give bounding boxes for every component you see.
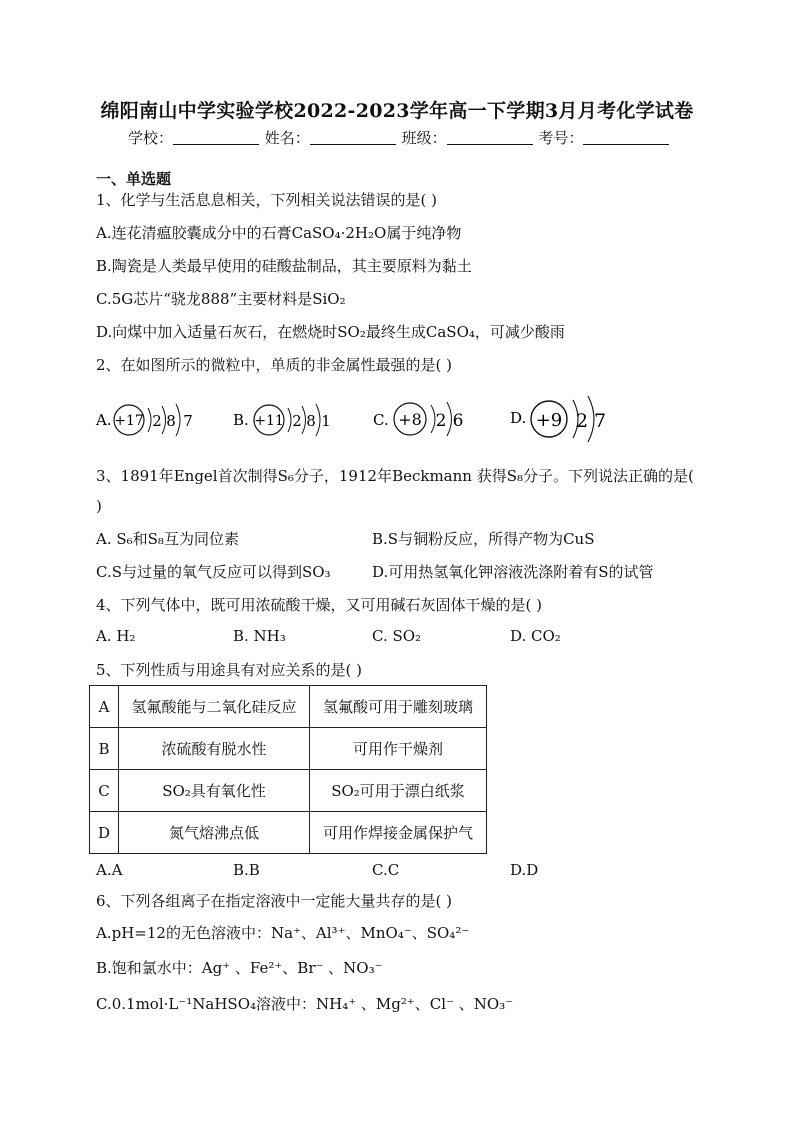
shell-arc: [148, 408, 151, 432]
shell-arc: [162, 406, 166, 434]
q2-d-nucleus: +9: [535, 410, 563, 431]
q4-option-c: C. SO₂: [372, 627, 422, 645]
atom-diagram-c: [373, 392, 473, 448]
q2-c-nucleus: +8: [398, 410, 422, 429]
page-title: 绵阳南山中学实验学校2022-2023学年高一下学期3月月考化学试卷: [100, 100, 694, 122]
q2-b-nucleus: +11: [254, 413, 284, 429]
q2-b-label: B.: [233, 411, 249, 429]
name-label: 姓名：: [264, 129, 310, 147]
q5-option-d: D.D: [510, 861, 539, 879]
q1-option-d: [96, 321, 565, 342]
q1-option-a: [96, 222, 461, 243]
table-property: 氮气熔沸点低: [119, 812, 310, 854]
q2-a-shell-1: 2: [152, 412, 162, 430]
q2-d-label: D.: [510, 409, 527, 427]
name-blank[interactable]: [310, 130, 396, 145]
q1-c-formula: SiO₂: [312, 290, 346, 308]
table-key: C: [90, 770, 119, 812]
section-title: 一、单选题: [96, 170, 172, 188]
table-row: [90, 686, 487, 728]
shell-arc: [302, 406, 306, 434]
class-label: 班级：: [401, 129, 447, 147]
q2-option-b: [233, 392, 343, 448]
q6-option-c: C.0.1mol·L⁻¹NaHSO₄溶液中：NH₄⁺ 、Mg²⁺、Cl⁻ 、NO₃⁻: [96, 995, 514, 1013]
atom-diagram-b: [233, 392, 343, 448]
q5-option-b: B.B: [233, 861, 260, 879]
q1-d-f1: SO₂: [337, 323, 366, 341]
shell-arc: [447, 402, 452, 436]
q2-b-shell-1: 2: [292, 412, 302, 430]
q1-d-post: ，可减少酸雨: [474, 323, 565, 341]
q1-stem: 1、化学与生活息息相关，下列相关说法错误的是( ): [96, 191, 438, 209]
q2-a-nucleus: +17: [114, 413, 144, 429]
q5-table: [89, 685, 487, 854]
school-blank[interactable]: [173, 130, 259, 145]
q3-option-b: B.S与铜粉反应，所得产物为CuS: [372, 530, 595, 548]
q1-a-post: 属于纯净物: [386, 224, 462, 242]
q1-option-c: [96, 288, 346, 309]
q1-d-f2: CaSO₄: [425, 323, 475, 341]
q1-d-pre: D.向煤中加入适量石灰石，在燃烧时: [96, 323, 338, 341]
q1-a-pre: A.连花清瘟胶囊成分中的石膏: [96, 224, 292, 242]
q3-stem-line1: 3、1891年Engel首次制得S₆分子，1912年Beckmann 获得S₈分子。下列说法正确的是(: [96, 467, 694, 485]
table-key: D: [90, 812, 119, 854]
q1-a-formula: CaSO₄·2H₂O: [291, 224, 387, 242]
table-key: B: [90, 728, 119, 770]
exam-no-label: 考号：: [538, 129, 584, 147]
table-key: A: [90, 686, 119, 728]
q5-stem: 5、下列性质与用途具有对应关系的是( ): [96, 661, 363, 679]
q3-stem-line2: ): [96, 497, 102, 515]
shell-arc: [288, 408, 291, 432]
q5-option-c: C.C: [372, 861, 400, 879]
q2-a-shell-2: 8: [166, 412, 176, 430]
q2-d-shell-1: 2: [575, 410, 589, 432]
q3-option-d: D.可用热氢氧化钾溶液洗涤附着有S的试管: [372, 563, 654, 581]
q1-option-b: B.陶瓷是人类最早使用的硅酸盐制品，其主要原料为黏土: [96, 257, 472, 275]
q6-option-b: B.饱和氯水中：Ag⁺ 、Fe²⁺、Br⁻ 、NO₃⁻: [96, 959, 383, 977]
atom-diagram-a: [96, 392, 206, 448]
shell-arc: [176, 404, 180, 436]
table-use: SO₂可用于漂白纸浆: [310, 770, 487, 812]
table-use: 可用作干燥剂: [310, 728, 487, 770]
table-row: [90, 812, 487, 854]
q2-option-c: [373, 392, 473, 448]
q2-b-shell-2: 8: [306, 412, 316, 430]
q2-a-label: A.: [96, 411, 112, 429]
table-property: 氢氟酸能与二氧化硅反应: [119, 686, 310, 728]
q4-option-d: D. CO₂: [510, 627, 561, 645]
shell-arc: [431, 405, 435, 433]
q5-option-a: A.A: [96, 861, 123, 879]
q4-option-b: B. NH₃: [233, 627, 286, 645]
shell-arc: [316, 404, 320, 436]
atom-diagram-d: [510, 386, 620, 452]
q4-option-a: A. H₂: [96, 627, 136, 645]
class-blank[interactable]: [447, 130, 533, 145]
table-row: [90, 728, 487, 770]
q2-c-shell-1: 2: [435, 411, 447, 431]
table-property: SO₂具有氧化性: [119, 770, 310, 812]
q3-option-c: C.S与过量的氧气反应可以得到SO₃: [96, 563, 331, 581]
q2-c-shell-2: 6: [452, 411, 464, 431]
school-label: 学校：: [128, 129, 174, 147]
q2-stem: 2、在如图所示的微粒中，单质的非金属性最强的是( ): [96, 356, 453, 374]
table-property: 浓硫酸有脱水性: [119, 728, 310, 770]
table-row: [90, 770, 487, 812]
q2-b-shell-3: 1: [321, 412, 331, 430]
table-use: 氢氟酸可用于雕刻玻璃: [310, 686, 487, 728]
table-use: 可用作焊接金属保护气: [310, 812, 487, 854]
q2-d-shell-2: 7: [593, 410, 607, 432]
q2-option-a: [96, 392, 206, 448]
q4-stem: 4、下列气体中，既可用浓硫酸干燥，又可用碱石灰固体干燥的是( ): [96, 596, 543, 614]
q6-option-a: A.pH=12的无色溶液中：Na⁺、Al³⁺、MnO₄⁻、SO₄²⁻: [96, 924, 470, 942]
q3-option-a: A. S₆和S₈互为同位素: [96, 530, 239, 548]
q6-stem: 6、下列各组离子在指定溶液中一定能大量共存的是( ): [96, 892, 453, 910]
q2-c-label: C.: [373, 411, 389, 429]
student-info-line: [128, 127, 670, 148]
exam-no-blank[interactable]: [583, 130, 669, 145]
q1-d-mid: 最终生成: [365, 323, 426, 341]
q2-option-d: [510, 386, 620, 442]
q1-c-pre: C.5G芯片“骁龙888”主要材料是: [96, 290, 313, 308]
q2-a-shell-3: 7: [183, 412, 193, 430]
